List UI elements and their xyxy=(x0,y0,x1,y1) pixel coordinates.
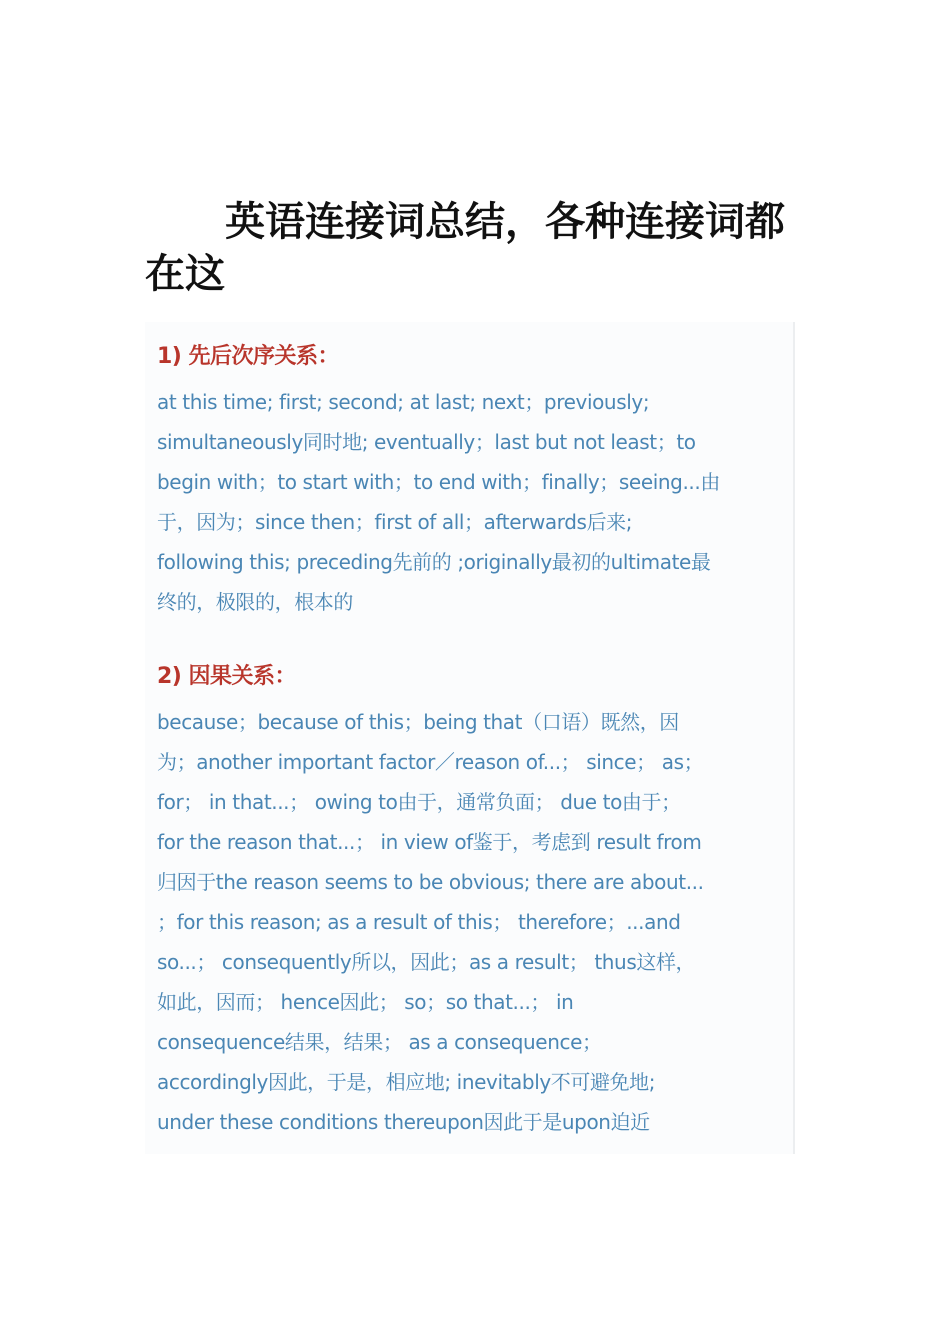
text-line: for； in that...； owing to由于，通常负面； due to由于； xyxy=(157,790,681,814)
section-heading: 2) 因果关系： xyxy=(157,664,297,689)
text-line: under these conditions thereupon因此于是upon迫近 xyxy=(157,1110,650,1134)
text-line: 于，因为；since then；first of all；afterwards后来; xyxy=(157,510,633,534)
section-causal xyxy=(157,662,777,1142)
section-heading: 1) 先后次序关系： xyxy=(157,344,340,369)
text-line: ；for this reason; as a result of this； therefore；...and xyxy=(157,910,681,934)
text-line: simultaneously同时地; eventually；last but not least；to xyxy=(157,430,696,454)
text-line: because；because of this；being that（口语）既然，因 xyxy=(157,710,679,734)
text-line: begin with；to start with；to end with；finally；seeing...由 xyxy=(157,470,720,494)
text-line: consequence结果，结果； as a consequence； xyxy=(157,1030,602,1054)
page-title: 英语连接词总结，各种连接词都在这 xyxy=(145,198,785,297)
text-line: 如此，因而； hence因此； so；so that...； in xyxy=(157,990,574,1014)
connectives-image xyxy=(145,322,795,1154)
text-line: 终的，极限的，根本的 xyxy=(157,590,353,614)
text-line: accordingly因此，于是，相应地; inevitably不可避免地; xyxy=(157,1070,656,1094)
section-sequence xyxy=(157,342,777,622)
text-line: following this; preceding先前的 ;originally最初的ultimate最 xyxy=(157,550,711,574)
text-line: so...； consequently所以，因此；as a result； thus这样， xyxy=(157,950,696,974)
section-body xyxy=(157,382,777,622)
text-line: for the reason that...； in view of鉴于，考虑到 result from xyxy=(157,830,702,854)
text-line: 归因于the reason seems to be obvious; there are about... xyxy=(157,870,704,894)
section-body xyxy=(157,702,777,1142)
text-line: 为；another important factor／reason of...； since； as； xyxy=(157,750,704,774)
text-line: at this time; first; second; at last; next；previously; xyxy=(157,390,650,414)
